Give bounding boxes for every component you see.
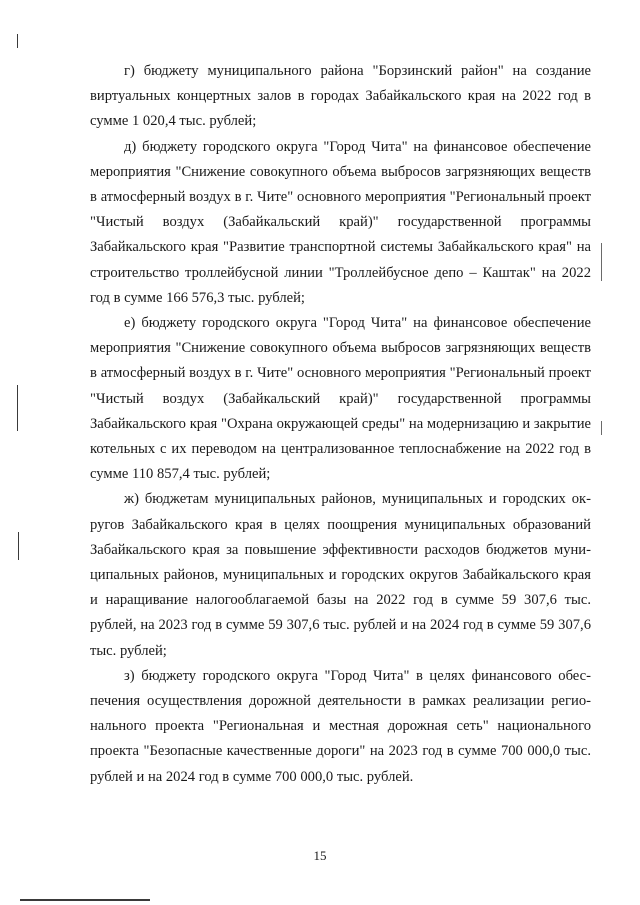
paragraph-z: з) бюджету городского округа "Город Чита" в целях финансового обеспечения осуществления дорожной деятельности в рамках реализации регионального проекта "Региональная и местная дорожная сеть" национального проекта "Безопасные качественные дороги" на 2023 год в сумме 700 000,0 тыс. рублей и на 2024 год в сумме 700 000,0 тыс. рублей.	[90, 667, 591, 785]
paragraph-e: е) бюджету городского округа "Город Чита" на финансовое обеспечение мероприятия "Снижение совокупного объема выбросов загрязняющих веществ в атмосферный воздух в г. Чите" основного мероприятия "Региональный проект "Чистый воздух (Забайкальский край)" государственной программы Забайкальского края "Охрана окружающей среды" на модернизацию и закрытие котельных с их переводом на централизованное теплоснабжение на 2022 год в сумме 110 857,4 тыс. рублей;	[90, 315, 591, 483]
scan-margin-mark	[17, 385, 18, 431]
page-number: 15	[313, 848, 327, 863]
paragraph-d: д) бюджету городского округа "Город Чита" на финансовое обеспечение мероприятия "Снижение совокупного объема выбросов загрязняющих веществ в атмосферный воздух в г. Чите" основного мероприятия "Региональный проект "Чистый воздух (Забайкальский край)" государственной программы Забайкальского края "Развитие транспортной системы Забайкальского края" на строительство троллейбусной линии "Троллейбусное депо – Каштак" на 2022 год в сумме 166 576,3 тыс. рублей;	[90, 138, 591, 306]
scan-margin-mark	[601, 243, 602, 281]
document-body	[90, 59, 591, 790]
scan-margin-mark	[18, 532, 19, 560]
paragraph-zh: ж) бюджетам муниципальных районов, муниципальных и городских округов Забайкальского края в целях поощрения муниципальных образований Забайкальского края за повышение эффективности расходов бюджетов муниципальных районов, муниципальных и городских округов Забайкальского края и наращивание налогооблагаемой базы на 2022 год в сумме 59 307,6 тыс. рублей, на 2023 год в сумме 59 307,6 тыс. рублей и на 2024 год в сумме 59 307,6 тыс. рублей;	[90, 491, 591, 659]
scan-bottom-edge	[20, 899, 150, 901]
scan-margin-mark	[17, 34, 18, 48]
scan-margin-mark	[601, 421, 602, 435]
paragraph-g: г) бюджету муниципального района "Борзинский район" на создание виртуальных концертных залов в городах Забайкальского края на 2022 год в сумме 1 020,4 тыс. рублей;	[90, 63, 591, 130]
